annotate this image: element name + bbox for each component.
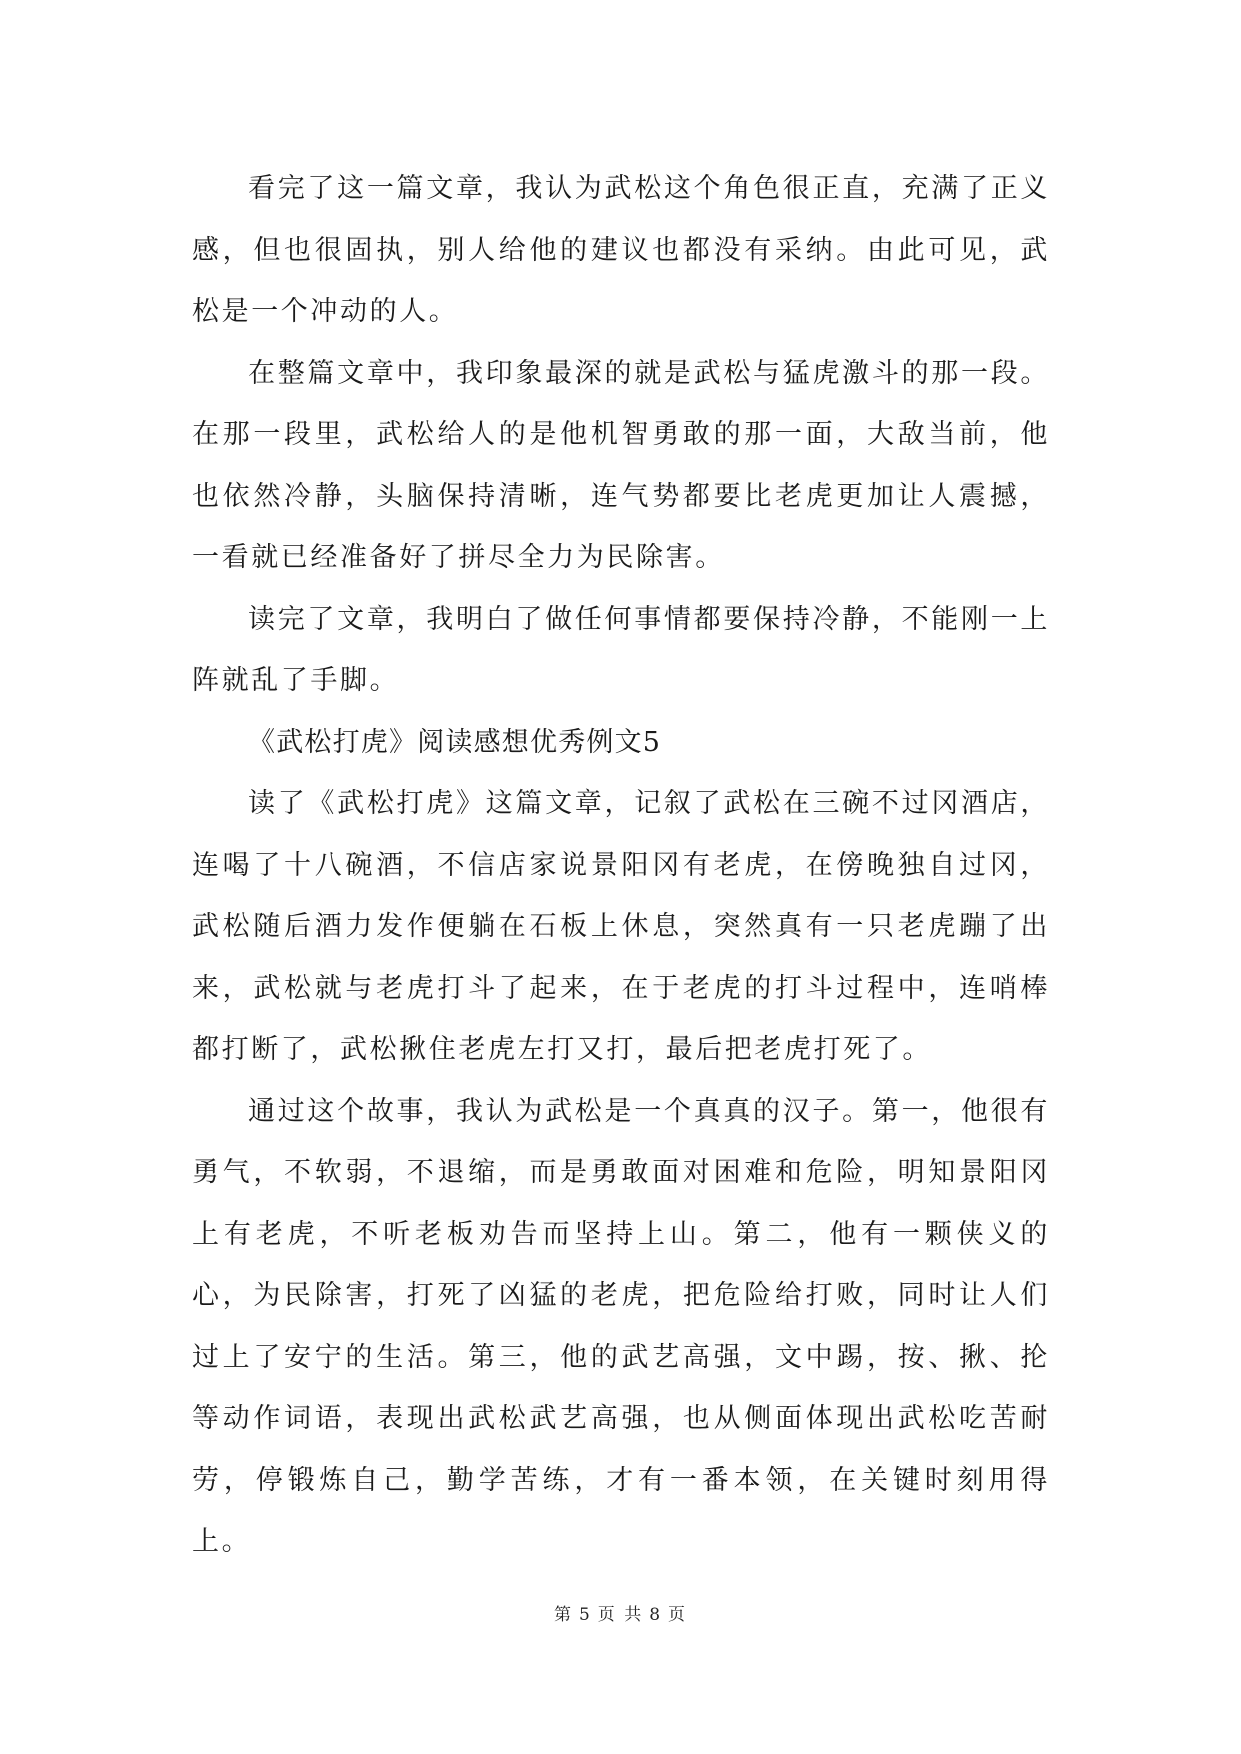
paragraph-1: 看完了这一篇文章，我认为武松这个角色很正直，充满了正义感，但也很固执，别人给他的建议也都没有采纳。由此可见，武松是一个冲动的人。 — [192, 173, 1050, 327]
footer-current-page: 5 — [578, 1605, 592, 1625]
footer-total-pages: 8 — [649, 1605, 663, 1625]
footer-prefix: 第 — [553, 1605, 573, 1625]
document-body — [192, 158, 1050, 1573]
paragraph-2: 在整篇文章中，我印象最深的就是武松与猛虎激斗的那一段。在那一段里，武松给人的是他机智勇敢的那一面，大敌当前，他也依然冷静，头脑保持清晰，连气势都要比老虎更加让人震撼，一看就已经准备好了拼尽全力为民除害。 — [192, 357, 1050, 573]
paragraph-5: 通过这个故事，我认为武松是一个真真的汉子。第一，他很有勇气，不软弱，不退缩，而是勇敢面对困难和危险，明知景阳冈上有老虎，不听老板劝告而坚持上山。第二，他有一颗侠义的心，为民除害，打死了凶猛的老虎，把危险给打败，同时让人们过上了安宁的生活。第三，他的武艺高强，文中踢，按、揪、抡等动作词语，表现出武松武艺高强，也从侧面体现出武松吃苦耐劳，停锻炼自己，勤学苦练，才有一番本领，在关键时刻用得上。 — [192, 1095, 1050, 1557]
footer-middle: 页 共 — [597, 1605, 644, 1625]
section-heading: 《武松打虎》阅读感想优秀例文5 — [248, 726, 662, 758]
paragraph-4: 读了《武松打虎》这篇文章，记叙了武松在三碗不过冈酒店，连喝了十八碗酒，不信店家说景阳冈有老虎，在傍晚独自过冈，武松随后酒力发作便躺在石板上休息，突然真有一只老虎蹦了出来，武松就与老虎打斗了起来，在于老虎的打斗过程中，连哨棒都打断了，武松揪住老虎左打又打，最后把老虎打死了。 — [192, 788, 1050, 1065]
page-footer — [0, 1600, 1241, 1625]
paragraph-3: 读完了文章，我明白了做任何事情都要保持冷静，不能刚一上阵就乱了手脚。 — [192, 603, 1050, 696]
footer-suffix: 页 — [668, 1605, 688, 1625]
